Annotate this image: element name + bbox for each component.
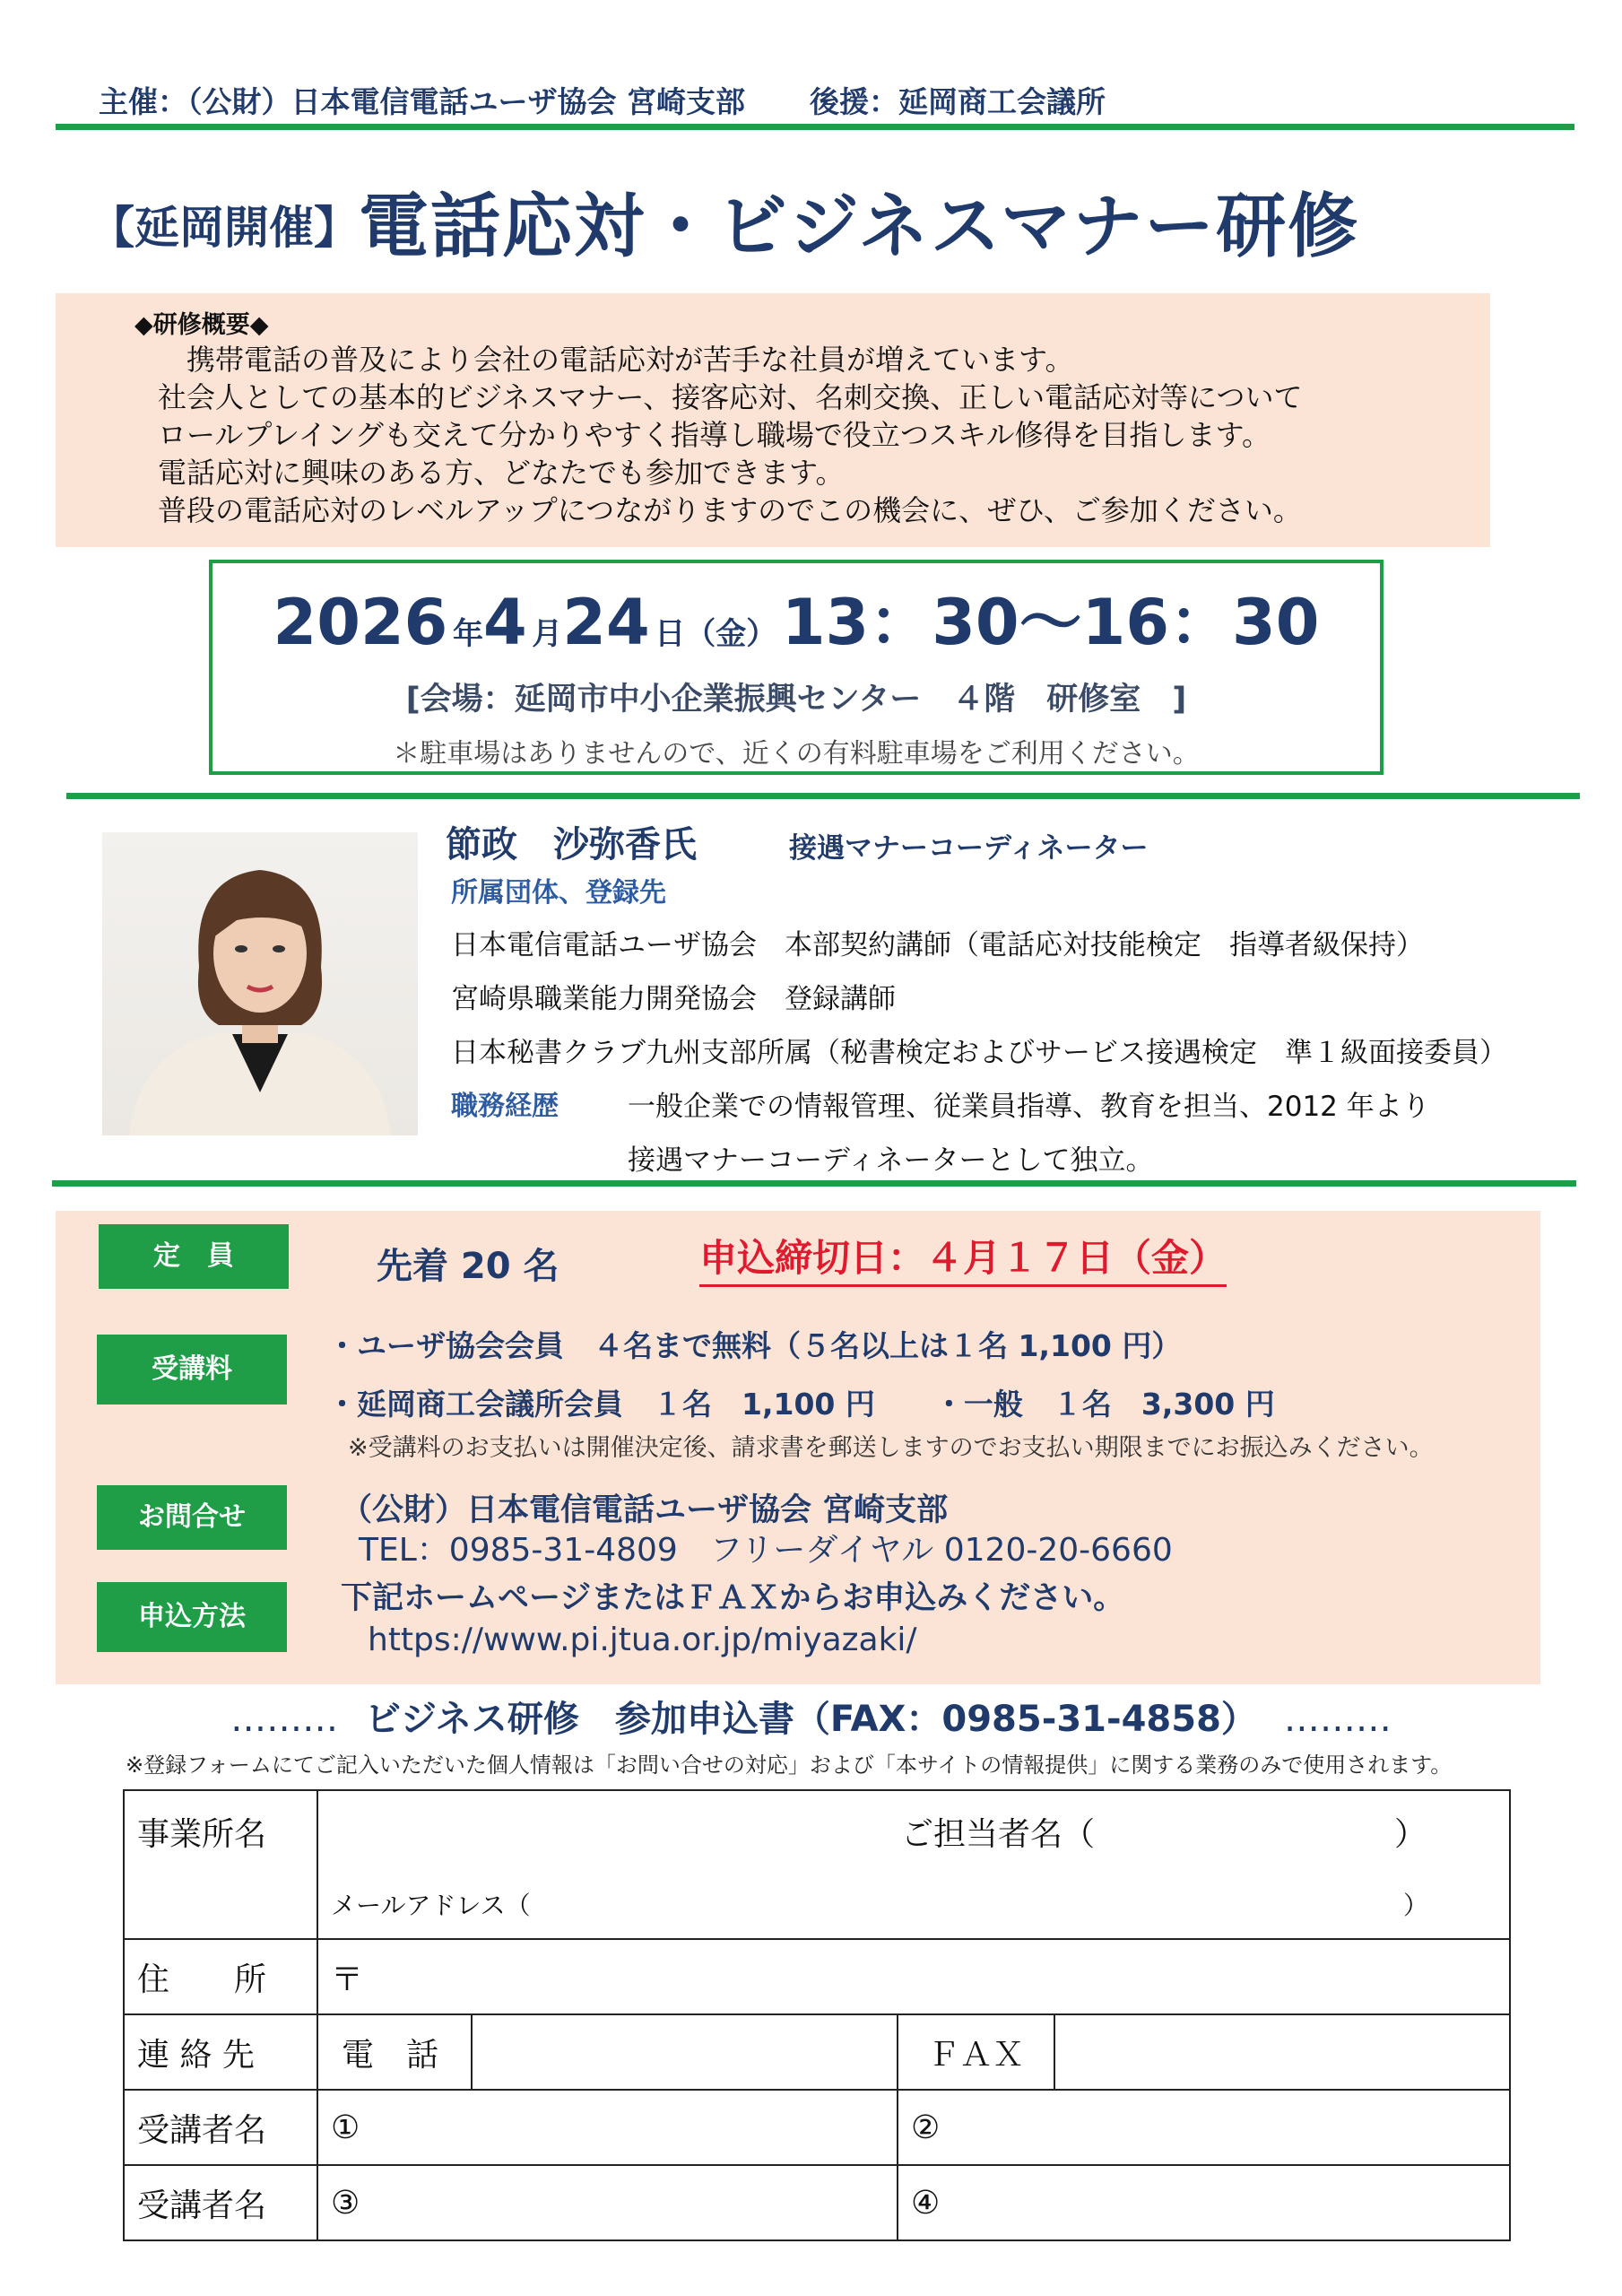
overview-line: ロールプレイングも交えて分かりやすく指導し職場で役立つスキル修得を目指します。 xyxy=(158,418,1271,452)
sponsor-text: 後援：延岡商工会議所 xyxy=(810,84,1106,119)
venue: [会場：延岡市中小企業振興センター ４階 研修室 ] xyxy=(405,682,1187,718)
year-unit: 年 xyxy=(452,616,483,652)
apply-url[interactable]: https://www.pi.jtua.or.jp/miyazaki/ xyxy=(368,1622,917,1658)
affiliation-line: 日本電信電話ユーザ協会 本部契約講師（電話応対技能検定 指導者級保持） xyxy=(451,929,1424,961)
overview-line: 社会人としての基本的ビジネスマナー、接客応対、名刺交換、正しい電話応対等について xyxy=(158,380,1303,414)
capacity-value: 先着 20 名 xyxy=(377,1246,559,1287)
privacy-note: ※登録フォームにてご記入いただいた個人情報は「お問い合せの対応」および「本サイトの情報提供」に関する業務のみで使用されます。 xyxy=(126,1752,1453,1778)
time-range: 13：30～16：30 xyxy=(781,586,1320,659)
fax-label: ＦＡＸ xyxy=(898,2014,1054,2090)
contact-org: （公財）日本電信電話ユーザ協会 宮崎支部 xyxy=(341,1492,949,1528)
overview-line: 普段の電話応対のレベルアップにつながりますのでこの機会に、ぜひ、ご参加ください。 xyxy=(158,493,1302,527)
apply-text: 下記ホームページまたはＦＡＸからお申込みください。 xyxy=(341,1580,1125,1616)
career-label: 職務経歴 xyxy=(451,1091,559,1122)
overview-line: 携帯電話の普及により会社の電話応対が苦手な社員が増えています。 xyxy=(158,343,1074,377)
day-unit: 日 xyxy=(655,616,686,652)
form-row-office xyxy=(124,1790,1510,1939)
attendee-number: ④ xyxy=(911,2184,941,2222)
form-title xyxy=(0,1691,1622,1742)
instructor-photo xyxy=(102,832,418,1135)
attendee-label: 受講者名 xyxy=(124,2090,317,2165)
career-line: 接遇マナーコーディネーターとして独立。 xyxy=(628,1144,1154,1177)
address-field[interactable] xyxy=(317,1939,1510,2014)
title-prefix: 【延岡開催】 xyxy=(90,202,359,254)
overview-heading: ◆研修概要◆ xyxy=(134,311,269,339)
year: 2026 xyxy=(273,586,448,659)
attendee-1-field[interactable] xyxy=(317,2090,898,2165)
month-unit: 月 xyxy=(532,616,563,652)
application-form xyxy=(123,1789,1511,2241)
fee-line: ・延岡商工会議所会員 １名 1,100 円 ・一般 １名 3,300 円 xyxy=(327,1387,1275,1422)
form-title-text: ビジネス研修 参加申込書（FAX：0985-31-4858） xyxy=(365,1699,1257,1740)
title-main: 電話応対・ビジネスマナー研修 xyxy=(359,187,1360,267)
attendee-number: ③ xyxy=(331,2184,360,2222)
career-line: 一般企業での情報管理、従業員指導、教育を担当、2012 年より xyxy=(628,1091,1430,1123)
affiliation-label: 所属団体、登録先 xyxy=(451,877,666,909)
office-label: 事業所名 xyxy=(124,1790,317,1939)
address-label: 住 所 xyxy=(124,1939,317,2014)
dots-left: ……… xyxy=(230,1699,339,1740)
attendee-3-field[interactable] xyxy=(317,2165,898,2240)
contact-tel: TEL：0985-31-4809 フリーダイヤル 0120-20-6660 xyxy=(359,1532,1173,1569)
person-label: ご担当者名（ xyxy=(901,1816,1096,1853)
attendee-label: 受講者名 xyxy=(124,2165,317,2240)
organizer-text: 主催：（公財）日本電信電話ユーザ協会 宮崎支部 xyxy=(99,84,745,119)
header-organizers xyxy=(99,79,1106,121)
form-row-contact xyxy=(124,2014,1510,2090)
fax-field[interactable] xyxy=(1054,2014,1510,2090)
parking-note: ＊駐車場はありませんので、近くの有料駐車場をご利用ください。 xyxy=(393,738,1200,770)
email-close: ） xyxy=(1403,1891,1429,1920)
instructor-name: 節政 沙弥香氏 xyxy=(446,824,697,865)
contact-row-label: 連 絡 先 xyxy=(124,2014,317,2090)
section-divider xyxy=(52,1180,1576,1187)
form-row-attendee-1 xyxy=(124,2090,1510,2165)
fee-note: ※受講料のお支払いは開催決定後、請求書を郵送しますのでお支払い期限までにお振込みください。 xyxy=(348,1434,1434,1462)
phone-label: 電 話 xyxy=(317,2014,472,2090)
weekday: （金） xyxy=(685,616,777,652)
page-title xyxy=(90,170,1359,271)
header-divider xyxy=(56,124,1574,130)
day: 24 xyxy=(562,586,650,659)
capacity-label: 定 員 xyxy=(99,1224,289,1289)
attendee-2-field[interactable] xyxy=(898,2090,1510,2165)
instructor-role: 接遇マナーコーディネーター xyxy=(789,832,1149,865)
fee-line: ・ユーザ協会会員 ４名まで無料（５名以上は１名 1,100 円） xyxy=(327,1328,1182,1363)
fee-label: 受講料 xyxy=(97,1335,287,1405)
form-row-address xyxy=(124,1939,1510,2014)
form-row-attendee-2 xyxy=(124,2165,1510,2240)
apply-label: 申込方法 xyxy=(97,1582,287,1652)
deadline: 申込締切日：４月１７日（金） xyxy=(699,1229,1227,1287)
affiliation-line: 日本秘書クラブ九州支部所属（秘書検定およびサービス接遇検定 準１級面接委員） xyxy=(451,1037,1507,1069)
attendee-4-field[interactable] xyxy=(898,2165,1510,2240)
phone-field[interactable] xyxy=(472,2014,898,2090)
contact-label: お問合せ xyxy=(97,1485,287,1550)
dots-right: ……… xyxy=(1283,1699,1392,1740)
schedule-datetime xyxy=(209,572,1383,663)
overview-line: 電話応対に興味のある方、どなたでも参加できます。 xyxy=(158,456,845,490)
attendee-number: ① xyxy=(331,2109,360,2146)
office-field[interactable] xyxy=(317,1790,1510,1939)
person-close: ） xyxy=(1394,1816,1427,1853)
attendee-number: ② xyxy=(911,2109,941,2146)
postal-icon: 〒 xyxy=(331,1961,364,1998)
month: 4 xyxy=(482,586,527,659)
affiliation-line: 宮崎県職業能力開発協会 登録講師 xyxy=(451,983,896,1015)
email-label: メールアドレス（ xyxy=(331,1891,531,1920)
section-divider xyxy=(66,793,1580,799)
